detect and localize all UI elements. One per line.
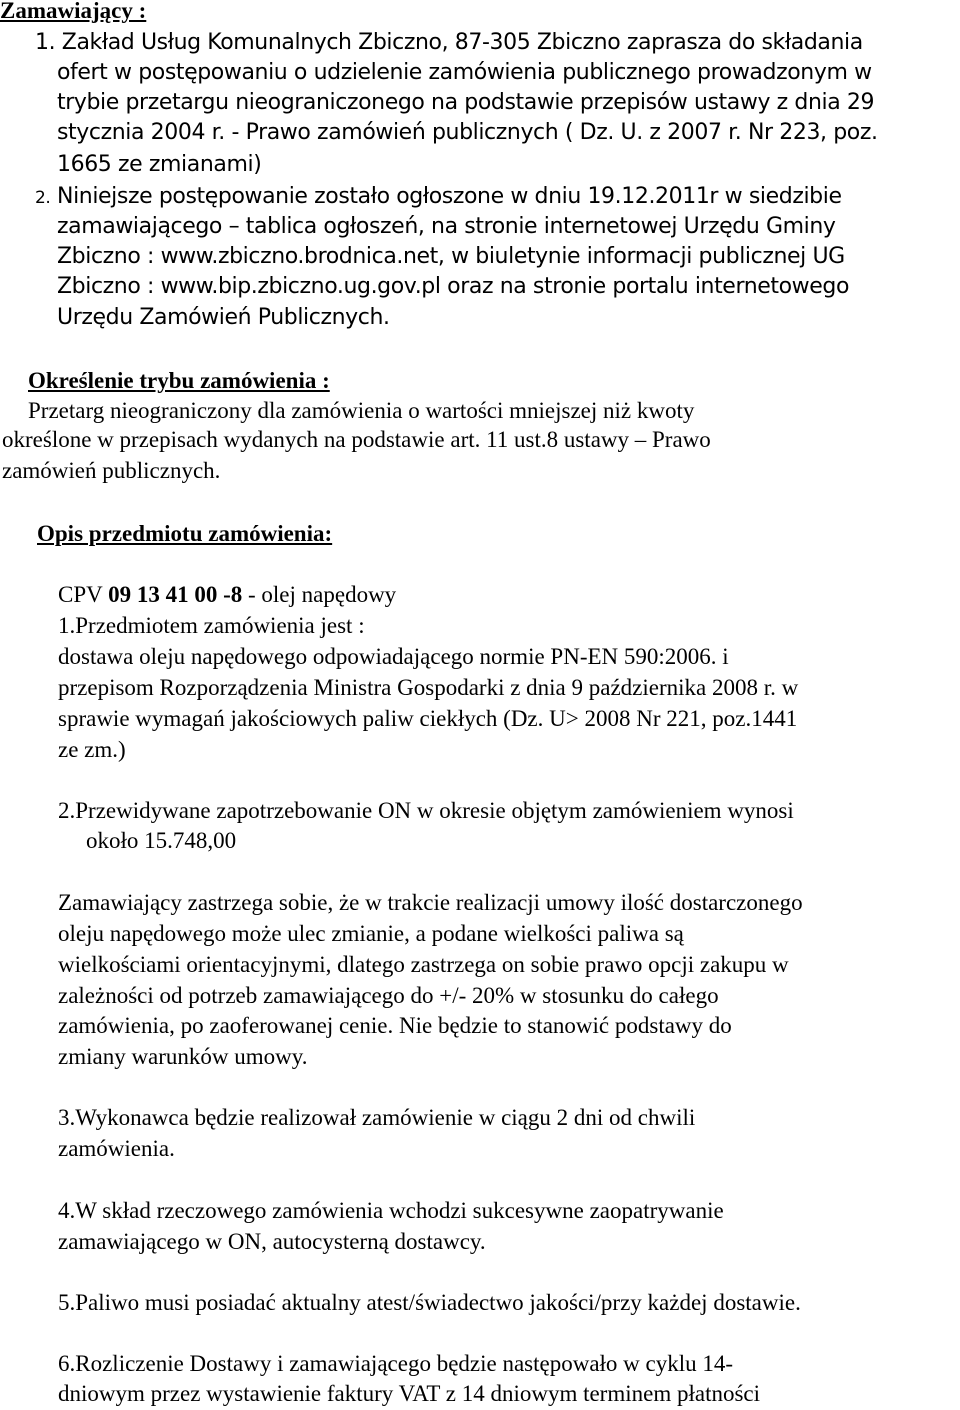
sec1-line-6: Niniejsze postępowanie zostało ogłoszone w dniu 19.12.2011r w siedzibie: [50, 184, 842, 209]
p6-line-1: 6.Rozliczenie Dostawy i zamawiającego będzie następowało w cyklu 14-: [58, 1351, 734, 1376]
p3-line-1: 3.Wykonawca będzie realizował zamówienie w ciągu 2 dni od chwili: [58, 1105, 696, 1130]
z-line-3: wielkościami orientacyjnymi, dlatego zastrzega on sobie prawo opcji zakupu w: [58, 952, 789, 977]
z-line-2: oleju napędowego może ulec zmianie, a podane wielkości paliwa są: [58, 921, 684, 946]
sec1-line-10: Urzędu Zamówień Publicznych.: [57, 305, 390, 330]
p1-line-3: przepisom Rozporządzenia Ministra Gospodarki z dnia 9 października 2008 r. w: [58, 675, 799, 700]
p2-line-1: 2.Przewidywane zapotrzebowanie ON w okresie objętym zamówieniem wynosi: [58, 798, 794, 823]
cpv-suffix: - olej napędowy: [242, 582, 397, 607]
tryb-line-3: zamówień publicznych.: [2, 458, 221, 483]
z-line-4: zależności od potrzeb zamawiającego do +/- 20% w stosunku do całego: [58, 983, 719, 1008]
sec1-line-7: zamawiającego – tablica ogłoszeń, na stronie internetowej Urzędu Gminy: [57, 214, 836, 239]
z-line-6: zmiany warunków umowy.: [58, 1044, 308, 1069]
sec1-line-1: 1. Zakład Usług Komunalnych Zbiczno, 87-305 Zbiczno zaprasza do składania: [35, 30, 863, 55]
tryb-line-2: określone w przepisach wydanych na podstawie art. 11 ust.8 ustawy – Prawo: [2, 427, 711, 452]
sec1-line-5: 1665 ze zmianami): [57, 152, 262, 177]
p2-line-2: około 15.748,00: [86, 828, 237, 853]
p4-line-1: 4.W skład rzeczowego zamówienia wchodzi sukcesywne zaopatrywanie: [58, 1198, 724, 1223]
p1-line-5: ze zm.): [58, 737, 126, 762]
sec1-item-2: [35, 182, 842, 213]
p3-line-2: zamówienia.: [58, 1136, 175, 1161]
heading-tryb: Określenie trybu zamówienia :: [28, 368, 330, 393]
heading-opis: Opis przedmiotu zamówienia:: [37, 521, 333, 546]
z-line-1: Zamawiający zastrzega sobie, że w trakcie realizacji umowy ilość dostarczonego: [58, 890, 803, 915]
sec1-line-2: ofert w postępowaniu o udzielenie zamówienia publicznego prowadzonym w: [57, 60, 872, 85]
sec1-line-3: trybie przetargu nieograniczonego na podstawie przepisów ustawy z dnia 29: [57, 90, 875, 115]
p4-line-2: zamawiającego w ON, autocysterną dostawcy.: [58, 1229, 486, 1254]
sec1-line-4: stycznia 2004 r. - Prawo zamówień publicznych ( Dz. U. z 2007 r. Nr 223, poz.: [57, 120, 878, 145]
cpv-prefix: CPV: [58, 582, 109, 607]
cpv-code: 09 13 41 00 -8: [108, 582, 243, 607]
sec1-item-2-number: 2.: [35, 188, 51, 208]
sec1-line-8: Zbiczno : www.zbiczno.brodnica.net, w biuletynie informacji publicznej UG: [57, 244, 845, 269]
z-line-5: zamówienia, po zaoferowanej cenie. Nie będzie to stanowić podstawy do: [58, 1013, 732, 1038]
tryb-line-1: Przetarg nieograniczony dla zamówienia o wartości mniejszej niż kwoty: [28, 398, 695, 423]
p6-line-2: dniowym przez wystawienie faktury VAT z 14 dniowym terminem płatności: [58, 1381, 761, 1406]
p1-line-4: sprawie wymagań jakościowych paliw ciekłych (Dz. U> 2008 Nr 221, poz.1441: [58, 706, 798, 731]
sec1-line-9: Zbiczno : www.bip.zbiczno.ug.gov.pl oraz na stronie portalu internetowego: [57, 274, 850, 299]
p1-line-1: 1.Przedmiotem zamówienia jest :: [58, 613, 365, 638]
heading-zamawiajacy: Zamawiający :: [0, 0, 147, 23]
p5-line-1: 5.Paliwo musi posiadać aktualny atest/świadectwo jakości/przy każdej dostawie.: [58, 1290, 801, 1315]
cpv-line: [58, 580, 396, 610]
p1-line-2: dostawa oleju napędowego odpowiadającego normie PN-EN 590:2006. i: [58, 644, 729, 669]
